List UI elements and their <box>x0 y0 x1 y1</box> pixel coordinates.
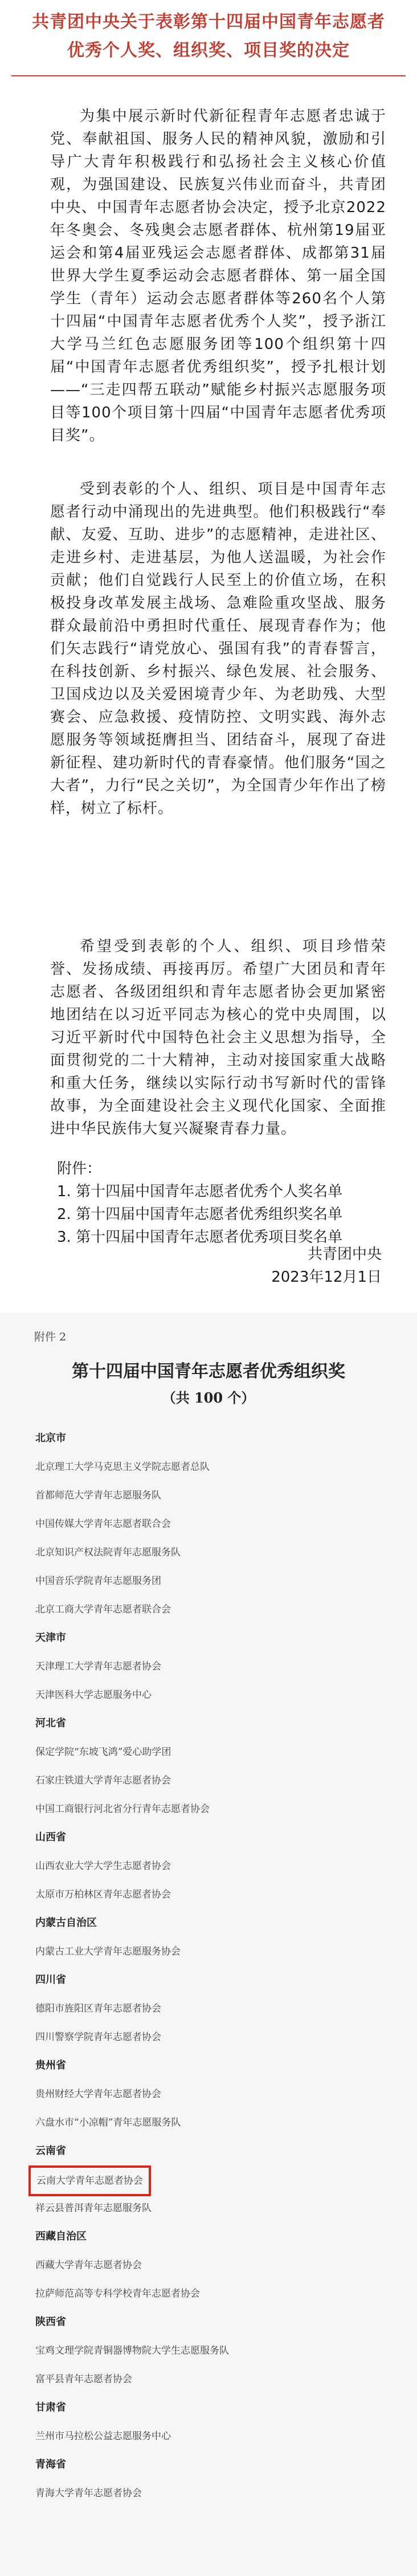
award-text: 保定学院“东坡飞鸿”爱心助学团 <box>35 1746 171 1758</box>
signature-block <box>142 1243 382 1289</box>
region-heading <box>35 2222 389 2251</box>
award-text: 西藏自治区 <box>35 2230 87 2242</box>
award-text: 山西农业大学大学生志愿者协会 <box>35 1860 171 1872</box>
signature-date: 2023年12月1日 <box>271 1269 382 1286</box>
award-row <box>35 1538 389 1567</box>
region-heading <box>35 1909 389 1937</box>
award-text: 山西省 <box>35 1831 66 1843</box>
award-row <box>35 1652 389 1681</box>
award-text: 中国传媒大学青年志愿者联合会 <box>35 1518 171 1530</box>
paragraph-expectation <box>50 935 386 1140</box>
region-heading <box>35 1424 389 1453</box>
region-heading <box>35 2051 389 2080</box>
award-row <box>35 2108 389 2137</box>
paragraph-commendation <box>50 478 386 820</box>
scanned-award-list <box>0 1313 417 2576</box>
award-text: 天津市 <box>35 1632 66 1644</box>
award-row <box>35 2080 389 2108</box>
award-text: 陕西省 <box>35 2316 66 2328</box>
paragraph-text: 希望受到表彰的个人、组织、项目珍惜荣誉、发扬成绩、再接再厉。希望广大团员和青年志愿者、各级团组织和青年志愿者协会更加紧密地团结在以习近平同志为核心的党中央周围，以习近平新时代中国特色社会主义思想为指导，全面贯彻党的二十大精神，主动对接国家重大战略和重大任务，继续以实际行动书写新时代的雷锋故事，为全面建设社会主义现代化国家、全面推进中华民族伟大复兴凝聚青春力量。 <box>50 938 386 1137</box>
award-row <box>35 1510 389 1538</box>
award-text: 内蒙古自治区 <box>35 1917 97 1929</box>
award-row <box>35 1852 389 1880</box>
award-row <box>35 1937 389 1966</box>
award-text: 六盘水市“小凉帽”青年志愿服务队 <box>35 2117 181 2128</box>
award-row <box>35 1567 389 1595</box>
award-text: 宝鸡文理学院青铜器博物院大学生志愿服务队 <box>35 2345 229 2356</box>
award-text: 四川警察学院青年志愿者协会 <box>35 2031 161 2043</box>
award-row <box>35 1880 389 1909</box>
award-text: 祥云县普洱青年志愿服务队 <box>35 2203 152 2214</box>
award-row <box>35 2479 389 2508</box>
award-row <box>35 2422 389 2451</box>
award-row <box>35 2165 389 2194</box>
award-row <box>35 2194 389 2222</box>
award-row <box>35 1738 389 1766</box>
award-text: 甘肃省 <box>35 2402 66 2414</box>
award-text: 青海大学青年志愿者协会 <box>35 2488 142 2499</box>
award-text: 首都师范大学青年志愿服务队 <box>35 1490 161 1501</box>
award-text: 青海省 <box>35 2459 66 2471</box>
award-text: 北京知识产权法院青年志愿服务队 <box>35 1547 181 1558</box>
award-text: 石家庄铁道大学青年志愿者协会 <box>35 1775 171 1786</box>
region-heading <box>35 2308 389 2337</box>
article-title-banner <box>11 8 406 76</box>
attachment-heading: 附件： <box>57 1160 102 1177</box>
award-text: 北京市 <box>35 1432 66 1444</box>
list-subtitle: （共 100 个） <box>162 1389 255 1406</box>
award-text: 富平县青年志愿者协会 <box>35 2374 132 2385</box>
region-heading <box>35 1709 389 1738</box>
attachment-item: 3. 第十四届中国青年志愿者优秀项目奖名单 <box>57 1229 343 1246</box>
award-text: 拉萨师范高等专科学校青年志愿者协会 <box>35 2288 200 2299</box>
attachment-item: 1. 第十四届中国青年志愿者优秀个人奖名单 <box>57 1183 343 1200</box>
attachment-list <box>50 1157 386 1249</box>
award-text: 贵州财经大学青年志愿者协会 <box>35 2089 161 2100</box>
article-title-line-2: 优秀个人奖、组织奖、项目奖的决定 <box>67 40 350 60</box>
paragraph-text: 为集中展示新时代新征程青年志愿者忠诚于党、奉献祖国、服务人民的精神风貌，激励和引导广大青年积极践行和弘扬社会主义核心价值观，为强国建设、民族复兴伟业而奋斗，共青团中央、中国青年志愿者协会决定，授予北京2022年冬奥会、冬残奥会志愿者群体、杭州第19届亚运会和第4届亚残运会志愿者群体、成都第31届世界大学生夏季运动会志愿者群体、第一届全国学生（青年）运动会志愿者群体等260名个人第十四届“中国青年志愿者优秀个人奖”，授予浙江大学马兰红色志愿服务团等100个组织第十四届“中国青年志愿者优秀组织奖”，授予扎根计划——“三走四帮五联动”赋能乡村振兴志愿服务项目等100个项目第十四届“中国青年志愿者优秀项目奖”。 <box>50 108 386 444</box>
award-text: 北京理工大学马克思主义学院志愿者总队 <box>35 1461 210 1473</box>
paragraph-decision <box>50 105 386 447</box>
region-heading <box>35 2451 389 2479</box>
award-text: 贵州省 <box>35 2059 66 2071</box>
award-row <box>35 2023 389 2051</box>
region-heading <box>35 2137 389 2165</box>
award-text: 西藏大学青年志愿者协会 <box>35 2260 142 2271</box>
region-heading <box>35 1966 389 1994</box>
paragraph-text: 受到表彰的个人、组织、项目是中国青年志愿者行动中涌现出的先进典型。他们积极践行“奉献、友爱、互助、进步”的志愿精神，走进社区、走进乡村、走进基层，为他人送温暖，为社会作贡献；他们自觉践行人民至上的价值立场，在积极投身改革发展主战场、急难险重攻坚战、服务群众最前沿中勇担时代重任、展现青春作为；他们矢志践行“请党放心、强国有我”的青春誓言，在科技创新、乡村振兴、绿色发展、社会服务、卫国戍边以及关爱困境青少年、为老助残、大型赛会、应急救援、疫情防控、文明实践、海外志愿服务等领域挺膺担当、团结奋斗，展现了奋进新征程、建功新时代的青春豪情。他们服务“国之大者”，力行“民之关切”，为全国青少年作出了榜样，树立了标杆。 <box>50 481 386 817</box>
attachment-item: 2. 第十四届中国青年志愿者优秀组织奖名单 <box>57 1206 343 1223</box>
award-row <box>35 1595 389 1624</box>
award-row <box>35 1681 389 1709</box>
award-text: 兰州市马拉松公益志愿服务中心 <box>35 2431 171 2442</box>
attachment-tag: 附件 2 <box>34 1331 67 1343</box>
signature-org: 共青团中央 <box>307 1246 382 1263</box>
award-text: 内蒙古工业大学青年志愿服务协会 <box>35 1946 181 1957</box>
region-heading <box>35 2394 389 2422</box>
award-row <box>35 1795 389 1823</box>
award-row <box>35 2365 389 2394</box>
award-text: 天津理工大学青年志愿者协会 <box>35 1661 161 1672</box>
award-text: 天津医科大学志愿服务中心 <box>35 1689 152 1701</box>
award-row <box>35 1766 389 1795</box>
award-text: 四川省 <box>35 1974 66 1986</box>
award-row <box>35 1481 389 1510</box>
region-heading <box>35 1823 389 1852</box>
award-text: 河北省 <box>35 1717 66 1729</box>
award-text: 中国工商银行河北省分行青年志愿者协会 <box>35 1803 210 1815</box>
award-row <box>35 2337 389 2365</box>
list-title: 第十四届中国青年志愿者优秀组织奖 <box>72 1362 345 1382</box>
article-title-line-1: 共青团中央关于表彰第十四届中国青年志愿者 <box>32 12 385 32</box>
award-text: 中国音乐学院青年志愿服务团 <box>35 1575 161 1587</box>
award-row <box>35 1453 389 1481</box>
award-text: 德阳市旌阳区青年志愿者协会 <box>35 2003 161 2014</box>
award-text: 云南省 <box>35 2145 66 2157</box>
award-row <box>35 2280 389 2308</box>
highlighted-award-text: 云南大学青年志愿者协会 <box>28 2165 151 2196</box>
region-heading <box>35 1624 389 1652</box>
award-row <box>35 2251 389 2280</box>
award-text: 太原市万柏林区青年志愿者协会 <box>35 1889 171 1900</box>
award-rows <box>35 1424 389 2508</box>
award-text: 北京工商大学青年志愿者联合会 <box>35 1604 171 1615</box>
award-row <box>35 1994 389 2023</box>
